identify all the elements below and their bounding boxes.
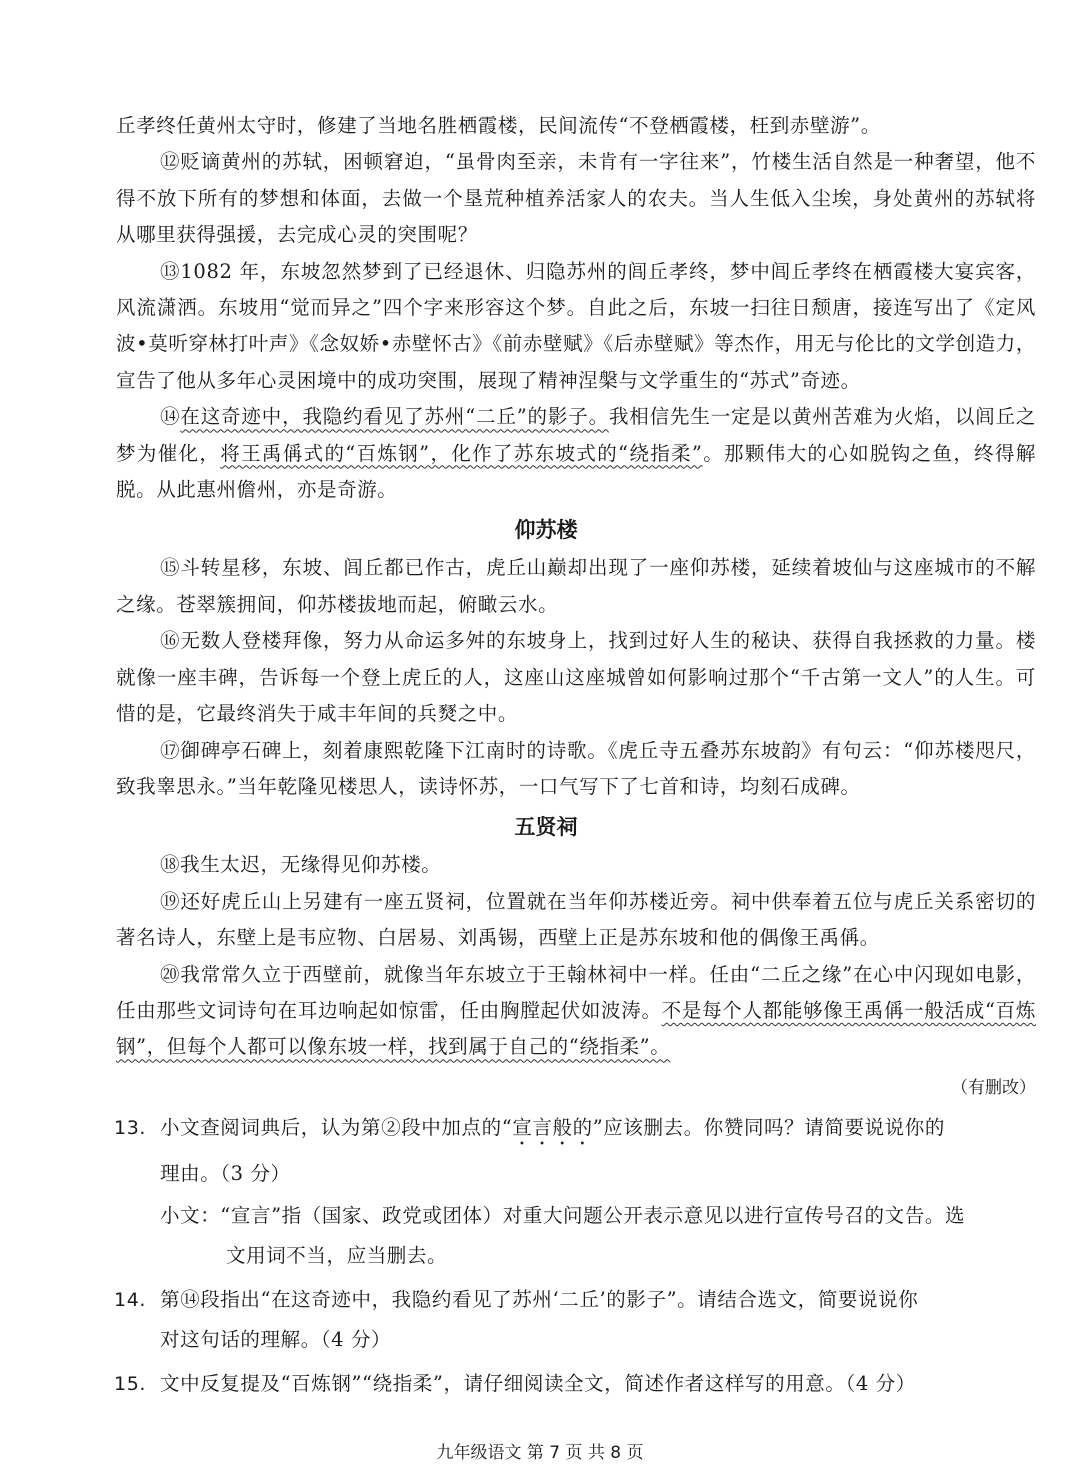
paragraph-14-underlined-sentence: 在这奇迹中，我隐约看见了苏州“二丘”的影子。: [180, 405, 609, 429]
section-title-wuxianci: 五贤祠: [514, 815, 578, 840]
paragraph-14-number: ⑭: [160, 405, 181, 429]
question-13-sample-answer: [116, 1196, 1036, 1236]
question-14-line2: [114, 1320, 1036, 1360]
paragraph-16: ⑯无数人登楼拜像，努力从命运多舛的东坡身上，找到过好人生的秘诀、获得自我拯救的力量。楼就像一座丰碑，告诉每一个登上虎丘的人，这座山这座城曾如何影响过那个“千古第一文人”的人生。可惜的是，它最终消失于咸丰年间的兵燹之中。: [116, 629, 1036, 726]
question-13-sample-line1: 小文：“宣言”指（国家、政党或团体）对重大问题公开表示意见以进行宣传号召的文告。选: [160, 1203, 966, 1227]
paragraph-20-underlined-sentence: 不是每个人都能够像王禹偁一般活成“百炼钢”，但每个人都可以像东坡一样，找到属于自己的“绕指柔”。: [116, 998, 1036, 1059]
question-15-text-a: 文中反复提及“百炼钢”“绕指柔”，请仔细阅读全文，简述作者这样写的用意。（4 分）: [160, 1371, 916, 1395]
question-13-line2: [114, 1154, 1036, 1194]
paragraph-13: ⑬1082 年，东坡忽然梦到了已经退休、归隐苏州的闾丘孝终，梦中闾丘孝终在栖霞楼大宴宾客，风流潇洒。东坡用“觉而异之”四个字来形容这个梦。自此之后，东坡一扫往日颓唐，接连写出了《定风波•莫听穿林打叶声》《念奴娇•赤壁怀古》《前赤壁赋》《后赤壁赋》等杰作，用无与伦比的文学创造力，宣告了他从多年心灵困境中的成功突围，展现了精神涅槃与文学重生的“苏式”奇迹。: [116, 259, 1036, 392]
question-14-number: 14.: [114, 1288, 147, 1311]
paragraph-14-middle: 我相信先生一定是以黄州苦难为火焰，以闾丘之梦为催化，: [116, 405, 1037, 465]
paragraph-14-underlined-phrase: 将王禹偁式的“百炼钢”，化作了苏东坡式的“绕指柔”: [220, 441, 703, 465]
question-13-text-b: ”应该删去。你赞同吗？请简要说说你的: [592, 1115, 945, 1139]
paragraph-20-head: ⑳我常常久立于西壁前，就像当年东坡立于王翰林祠中一样。任由“二丘之缘”在心中闪现如电影，任由那些文词诗句在耳边响起如惊雷，任由胸膛起伏如波涛。: [116, 962, 1036, 1022]
paragraph-15: ⑮斗转星移，东坡、闾丘都已作古，虎丘山巅却出现了一座仰苏楼，延续着坡仙与这座城市的不解之缘。苍翠簇拥间，仰苏楼拔地而起，俯瞰云水。: [116, 556, 1036, 616]
question-13-text-a: 小文查阅词典后，认为第②段中加点的“: [160, 1115, 513, 1139]
paragraph-11-tail: 丘孝终任黄州太守时，修建了当地名胜栖霞楼，民间流传“不登栖霞楼，枉到赤壁游”。: [116, 114, 881, 137]
abridged-note: （有删改）: [951, 1077, 1036, 1098]
question-13-sample-line2: 文用词不当，应当删去。: [226, 1243, 448, 1267]
paragraph-20: [116, 957, 1036, 1066]
paragraph-19: ⑲还好虎丘山上另建有一座五贤祠，位置就在当年仰苏楼近旁。祠中供奉着五位与虎丘关系密切的著名诗人，东壁上是韦应物、白居易、刘禹锡，西壁上正是苏东坡和他的偶像王禹偁。: [116, 889, 1036, 950]
question-13-dotted-phrase: 宣言般的: [512, 1115, 593, 1139]
paragraph-18: ⑱我生太迟，无缘得见仰苏楼。: [160, 853, 442, 877]
question-13: [114, 1108, 1036, 1150]
question-15-number: 15.: [114, 1372, 147, 1395]
question-15: [114, 1364, 1036, 1404]
question-14-text-b: 对这句话的理解。（4 分）: [160, 1327, 392, 1351]
question-14-text-a: 第⑭段指出“在这奇迹中，我隐约看见了苏州‘二丘’的影子”。请结合选文，简要说说你: [160, 1287, 919, 1311]
paragraph-14-tail: 。那颗伟大的心如脱钩之鱼，终得解脱。从此惠州儋州，亦是奇游。: [116, 441, 1036, 502]
question-13-text-c: 理由。（3 分）: [160, 1161, 291, 1185]
question-13-number: 13.: [114, 1116, 147, 1139]
paragraph-14: [116, 399, 1036, 508]
question-14: [114, 1280, 1036, 1320]
paragraph-17: ⑰御碑亭石碑上，刻着康熙乾隆下江南时的诗歌。《虎丘寺五叠苏东坡韵》有句云：“仰苏楼咫尺，致我睾思永。”当年乾隆见楼思人，读诗怀苏，一口气写下了七首和诗，均刻石成碑。: [116, 738, 1036, 798]
paragraph-12: ⑫贬谪黄州的苏轼，困顿窘迫，“虽骨肉至亲，未肯有一字往来”，竹楼生活自然是一种奢望，他不得不放下所有的梦想和体面，去做一个垦荒种植养活家人的农夫。当人生低入尘埃，身处黄州的苏轼将从哪里获得强援，去完成心灵的突围呢？: [116, 150, 1036, 247]
section-title-yangsulou: 仰苏楼: [514, 518, 578, 543]
page-footer: 九年级语文 第 7 页 共 8 页: [436, 1443, 644, 1463]
